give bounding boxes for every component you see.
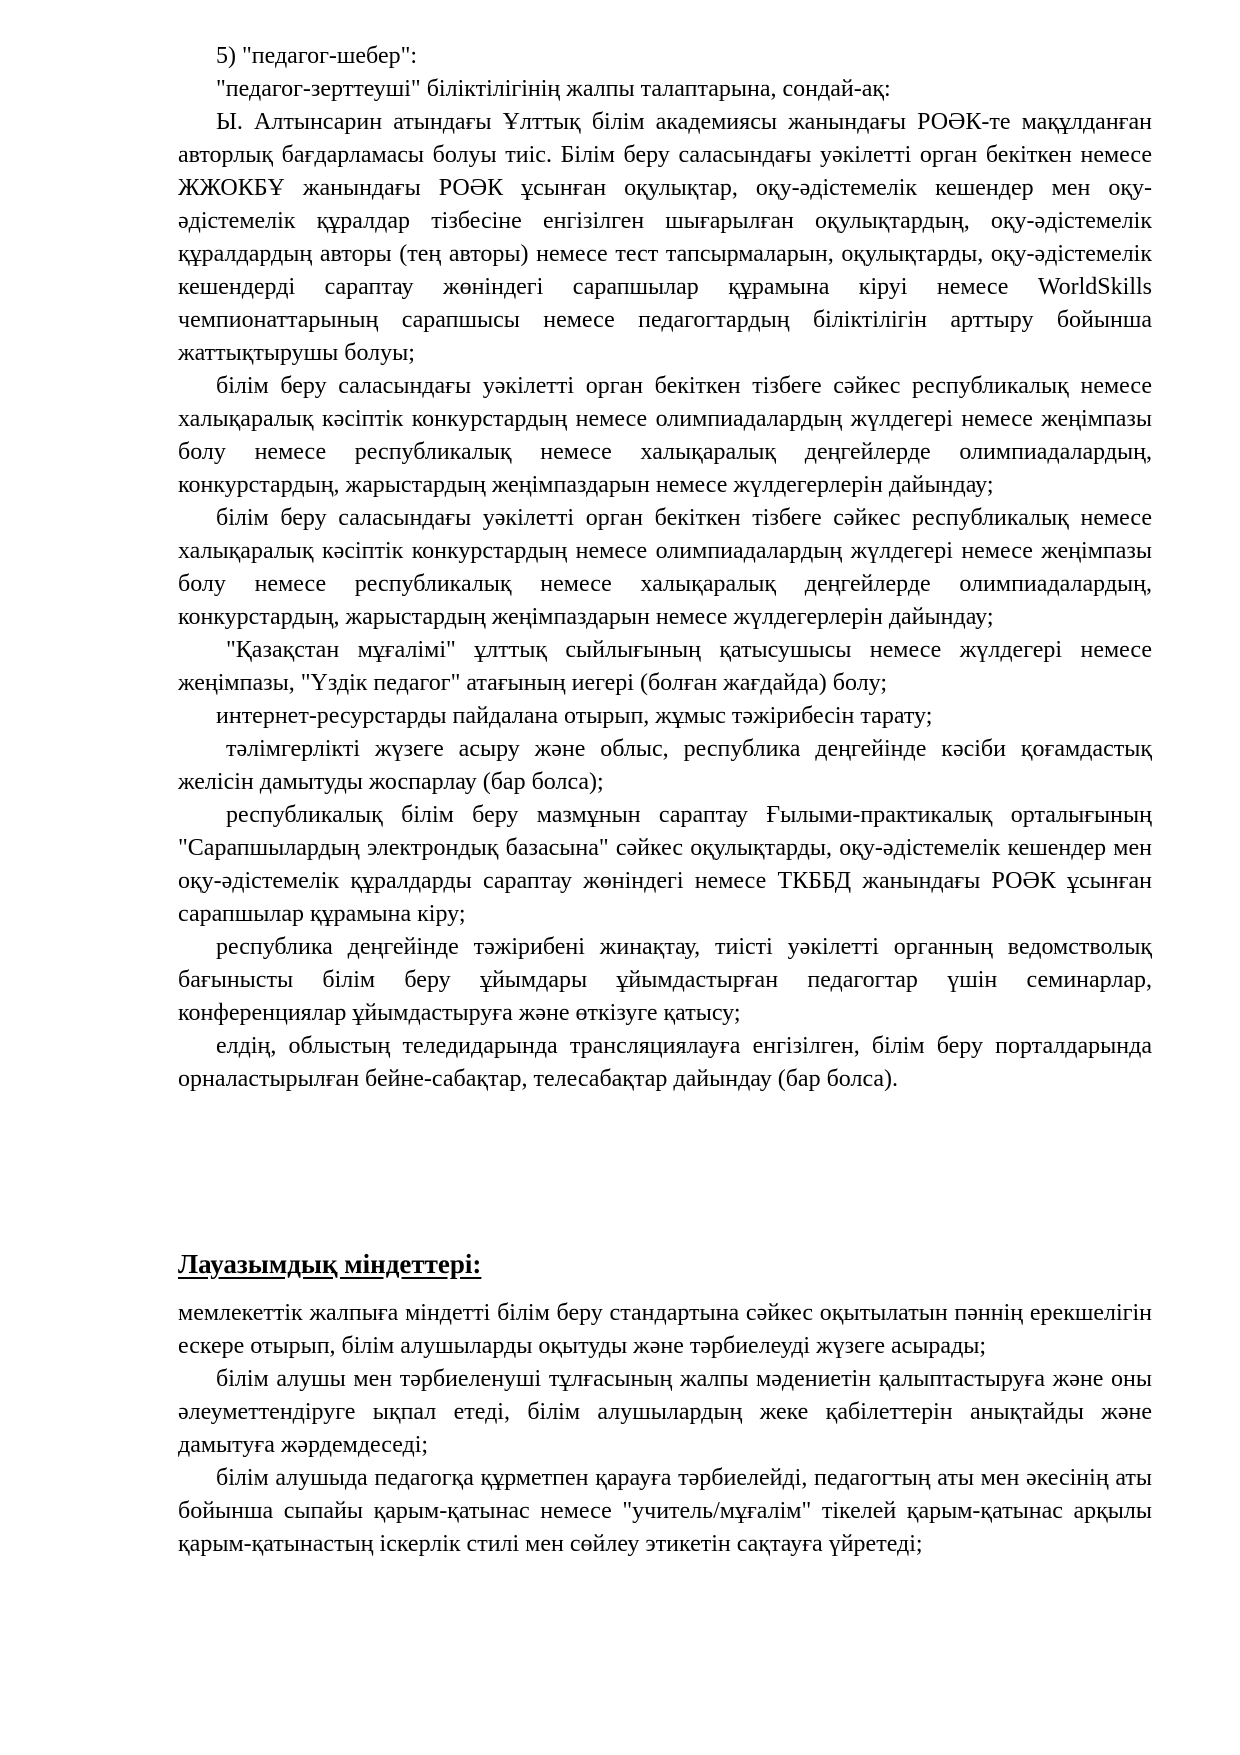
paragraph-experience-sharing: интернет-ресурстарды пайдалана отырып, жұмыс тәжірибесін тарату; [216, 703, 933, 729]
paragraph-mentoring: тәлімгерлікті жүзеге асыру және облыс, республика деңгейінде кәсіби қоғамдастық желісін дамытуды жоспарлау (бар болса); [178, 736, 1152, 795]
paragraph-duty-teaching: мемлекеттік жалпыға міндетті білім беру стандартына сәйкес оқытылатын пәннің ерекшелігін ескере отырып, білім алушыларды оқытуды және тәрбиелеуді жүзеге асырады; [178, 1300, 1152, 1359]
qualification-requirements-section [178, 40, 1152, 1096]
paragraph-competition-winner: білім беру саласындағы уәкілетті орган бекіткен тізбеге сәйкес республикалық немесе халықаралық кәсіптік конкурстардың немесе олимпиадалардың жүлдегері немесе жеңімпазы болу немесе республикалық немесе халықаралық деңгейлерде олимпиадалардың, конкурстардың, жарыстардың жеңімпаздарын немесе жүлдегерлерін дайындау; [178, 373, 1152, 498]
paragraph-intro: "педагог-зерттеуші" біліктілігінің жалпы талаптарына, сондай-ақ: [216, 76, 891, 102]
paragraph-item-heading: 5) "педагог-шебер": [216, 43, 418, 69]
duties-heading: Лауазымдық міндеттері: [178, 1249, 482, 1279]
paragraph-author-program: Ы. Алтынсарин атындағы Ұлттық білім академиясы жанындағы РОӘК-те мақұлданған авторлық бағдарламасы болуы тиіс. Білім беру саласындағы уәкілетті орган бекіткен немесе ЖЖОКБҰ жанындағы РОӘК ұсынған оқулықтар, оқу-әдістемелік кешендер мен оқу-әдістемелік құралдар тізбесіне енгізілген шығарылған оқулықтардың, оқу-әдістемелік құралдардың авторы (тең авторы) немесе тест тапсырмаларын, оқулықтарды, оқу-әдістемелік кешендерді сараптау жөніндегі сарапшылар құрамына кіруі немесе WorldSkills чемпионаттарының сарапшысы немесе педагогтардың біліктілігін арттыру бойынша жаттықтырушы болуы; [178, 109, 1152, 366]
paragraph-expert-panel: республикалық білім беру мазмұнын сараптау Ғылыми-практикалық орталығының "Сарапшылардың электрондық базасына" сәйкес оқулықтарды, оқу-әдістемелік кешендер мен оқу-әдістемелік құралдарды сараптау жөніндегі немесе ТКББД жанындағы РОӘК ұсынған сарапшылар құрамына кіру; [178, 802, 1152, 927]
paragraph-duty-culture: білім алушы мен тәрбиеленуші тұлғасының жалпы мәдениетін қалыптастыруға және оны әлеуметтендіруге ықпал етеді, білім алушылардың жеке қабілеттерін анықтайды және дамытуға жәрдемдеседі; [178, 1366, 1152, 1458]
duties-section [178, 1297, 1152, 1561]
paragraph-seminars: республика деңгейінде тәжірибені жинақтау, тиісті уәкілетті органның ведомстволық бағынысты білім беру ұйымдары ұйымдастырған педагогтар үшін семинарлар, конференциялар ұйымдастыруға және өткізуге қатысу; [178, 934, 1152, 1026]
paragraph-competition-winner-repeat: білім беру саласындағы уәкілетті орган бекіткен тізбеге сәйкес республикалық немесе халықаралық кәсіптік конкурстардың немесе олимпиадалардың жүлдегері немесе жеңімпазы болу немесе республикалық немесе халықаралық деңгейлерде олимпиадалардың, конкурстардың, жарыстардың жеңімпаздарын немесе жүлдегерлерін дайындау; [178, 505, 1152, 630]
paragraph-video-lessons: елдің, облыстың теледидарында трансляциялауға енгізілген, білім беру порталдарында орналастырылған бейне-сабақтар, телесабақтар дайындау (бар болса). [178, 1033, 1152, 1092]
paragraph-national-award: "Қазақстан мұғалімі" ұлттық сыйлығының қатысушысы немесе жүлдегері немесе жеңімпазы, "Үздік педагог" атағының иегері (болған жағдайда) болу; [178, 637, 1152, 696]
paragraph-duty-etiquette: білім алушыда педагогқа құрметпен қарауға тәрбиелейді, педагогтың аты мен әкесінің аты бойынша сыпайы қарым-қатынас немесе "учитель/мұғалім" тікелей қарым-қатынас арқылы қарым-қатынастың іскерлік стилі мен сөйлеу этикетін сақтауға үйретеді; [178, 1465, 1152, 1557]
